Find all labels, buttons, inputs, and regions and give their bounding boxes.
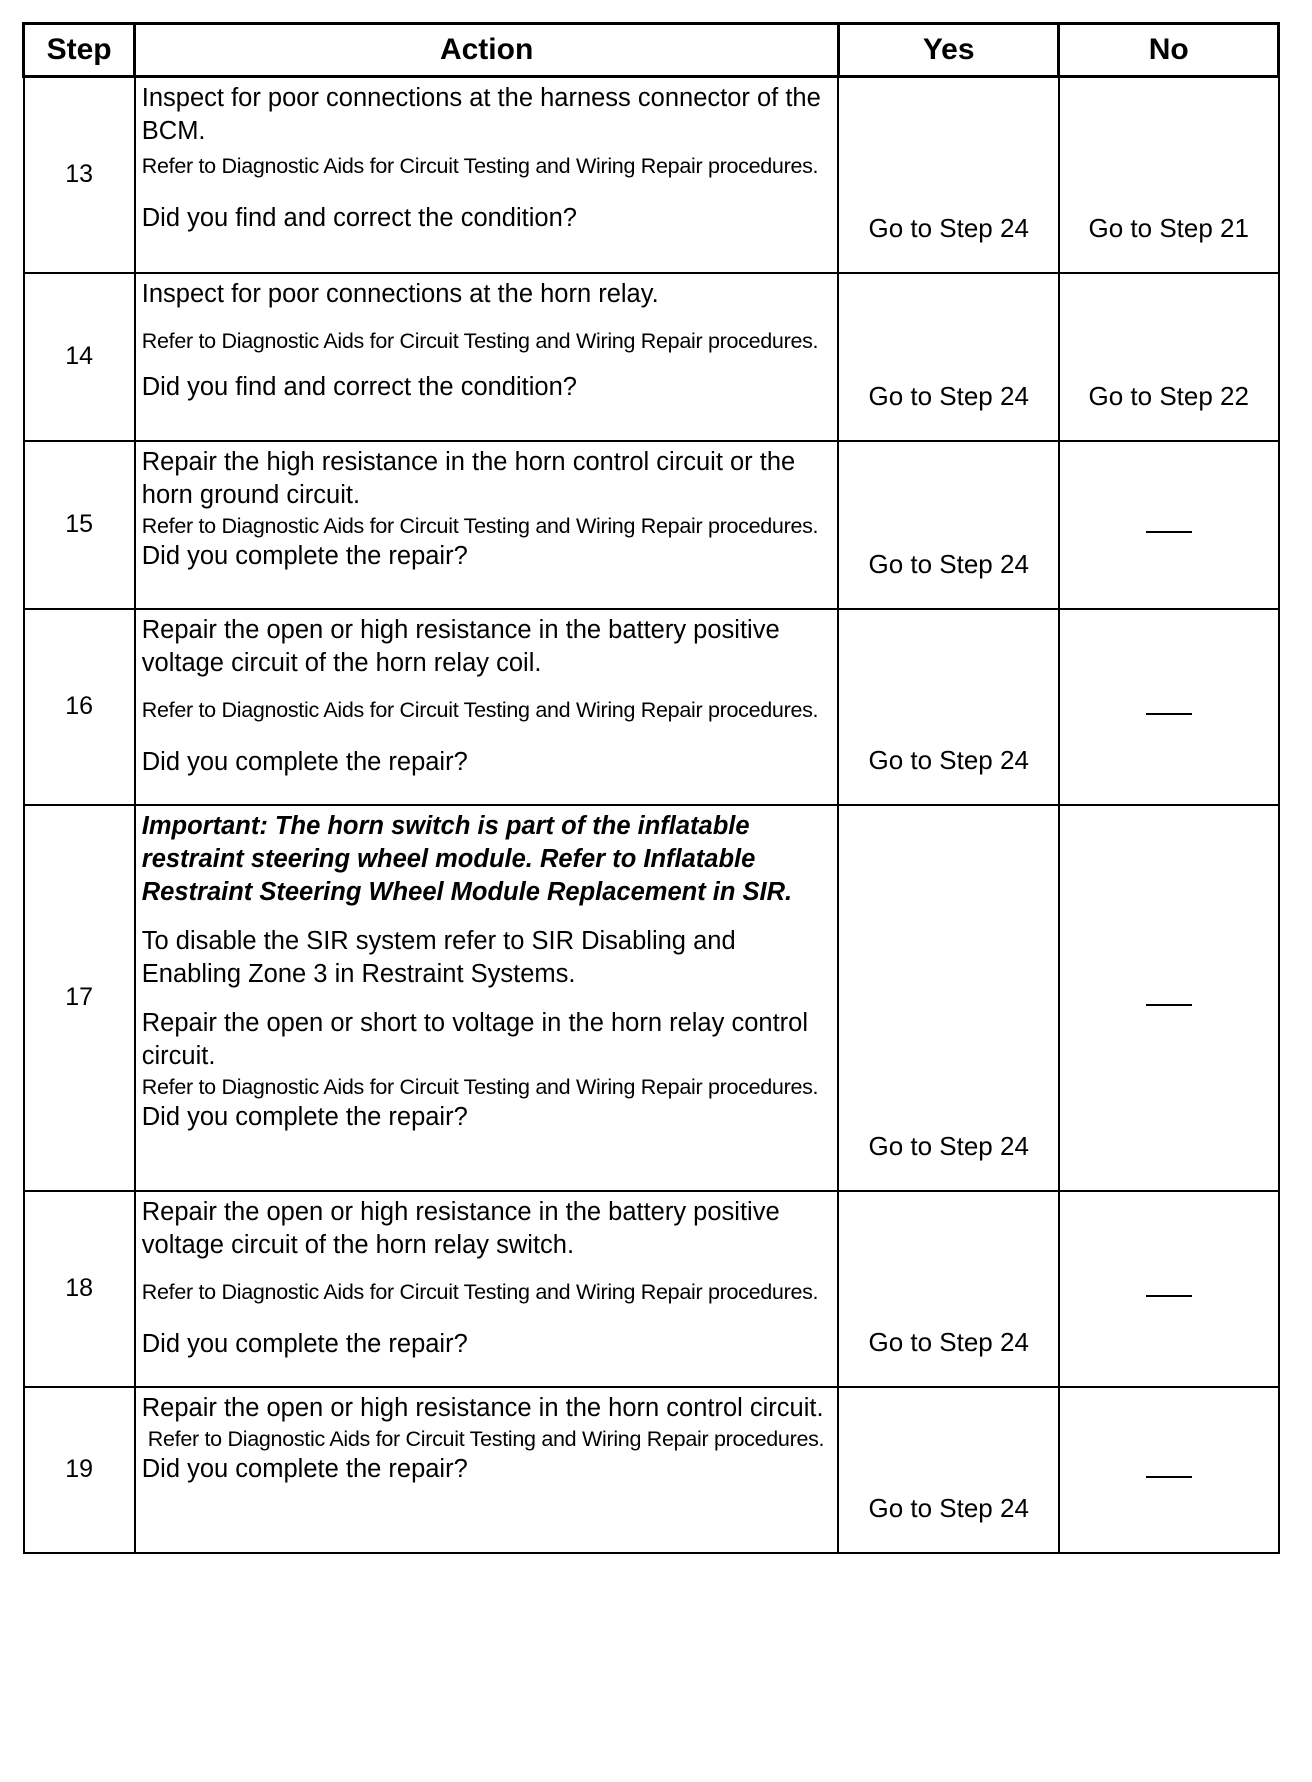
action-text: Inspect for poor connections at the harness connector of the BCM. bbox=[141, 84, 821, 145]
important-note: Important: The horn switch is part of the inflatable restraint steering wheel module. Refer to Inflatable Restraint Steering Wheel Module Replacement in SIR. bbox=[141, 811, 793, 906]
action-cell bbox=[135, 1191, 839, 1387]
question-text: Did you find and correct the condition? bbox=[141, 372, 577, 401]
no-dash bbox=[1146, 531, 1192, 533]
action-cell bbox=[135, 441, 839, 609]
header-action: Action bbox=[135, 24, 839, 77]
action-text: Inspect for poor connections at the horn relay. bbox=[141, 279, 659, 308]
yes-cell: Go to Step 24 bbox=[838, 273, 1059, 441]
action-cell bbox=[135, 1387, 839, 1553]
yes-cell: Go to Step 24 bbox=[838, 609, 1059, 805]
no-dash bbox=[1146, 1295, 1192, 1297]
table-body bbox=[24, 77, 1279, 1553]
header-row bbox=[24, 24, 1279, 77]
disable-text: To disable the SIR system refer to SIR Disabling and Enabling Zone 3 in Restraint Systems. bbox=[141, 926, 736, 988]
header-step: Step bbox=[24, 24, 135, 77]
table-row bbox=[24, 1191, 1279, 1387]
reference-text: Refer to Diagnostic Aids for Circuit Testing and Wiring Repair procedures. bbox=[141, 154, 819, 178]
step-number: 15 bbox=[24, 441, 135, 609]
question-text: Did you complete the repair? bbox=[141, 1102, 468, 1131]
no-cell bbox=[1059, 609, 1279, 805]
table-row bbox=[24, 441, 1279, 609]
reference-text: Refer to Diagnostic Aids for Circuit Testing and Wiring Repair procedures. bbox=[141, 1279, 819, 1304]
step-number: 17 bbox=[24, 805, 135, 1191]
no-cell bbox=[1059, 805, 1279, 1191]
step-number: 16 bbox=[24, 609, 135, 805]
table-row bbox=[24, 77, 1279, 273]
action-text: Repair the open or high resistance in the battery positive voltage circuit of the horn relay coil. bbox=[141, 615, 780, 677]
table-row bbox=[24, 805, 1279, 1191]
reference-text: Refer to Diagnostic Aids for Circuit Testing and Wiring Repair procedures. bbox=[141, 328, 819, 353]
action-cell bbox=[135, 273, 839, 441]
no-dash bbox=[1146, 1004, 1192, 1006]
reference-text: Refer to Diagnostic Aids for Circuit Testing and Wiring Repair procedures. bbox=[141, 1074, 819, 1099]
no-dash bbox=[1146, 713, 1192, 715]
step-number: 18 bbox=[24, 1191, 135, 1387]
table-row bbox=[24, 609, 1279, 805]
action-text: Repair the high resistance in the horn control circuit or the horn ground circuit. bbox=[141, 447, 796, 509]
action-cell bbox=[135, 77, 839, 273]
yes-cell: Go to Step 24 bbox=[838, 441, 1059, 609]
no-cell bbox=[1059, 1387, 1279, 1553]
no-cell bbox=[1059, 441, 1279, 609]
question-text: Did you complete the repair? bbox=[141, 1454, 468, 1483]
reference-text: Refer to Diagnostic Aids for Circuit Testing and Wiring Repair procedures. bbox=[147, 1426, 825, 1451]
reference-text: Refer to Diagnostic Aids for Circuit Testing and Wiring Repair procedures. bbox=[141, 513, 819, 538]
action-text: Repair the open or high resistance in the battery positive voltage circuit of the horn relay switch. bbox=[141, 1197, 780, 1259]
action-text: Repair the open or short to voltage in the horn relay control circuit. bbox=[141, 1008, 808, 1070]
table-row bbox=[24, 273, 1279, 441]
no-cell: Go to Step 22 bbox=[1059, 273, 1279, 441]
action-cell bbox=[135, 805, 839, 1191]
question-text: Did you find and correct the condition? bbox=[141, 204, 577, 232]
action-cell bbox=[135, 609, 839, 805]
step-number: 19 bbox=[24, 1387, 135, 1553]
no-cell bbox=[1059, 1191, 1279, 1387]
diagnostic-table bbox=[22, 22, 1280, 1554]
reference-text: Refer to Diagnostic Aids for Circuit Testing and Wiring Repair procedures. bbox=[141, 697, 819, 722]
yes-cell: Go to Step 24 bbox=[838, 77, 1059, 273]
yes-cell: Go to Step 24 bbox=[838, 805, 1059, 1191]
header-no: No bbox=[1059, 24, 1279, 77]
yes-cell: Go to Step 24 bbox=[838, 1387, 1059, 1553]
action-text: Repair the open or high resistance in the horn control circuit. bbox=[141, 1393, 824, 1422]
no-dash bbox=[1146, 1476, 1192, 1478]
question-text: Did you complete the repair? bbox=[141, 541, 468, 570]
step-number: 14 bbox=[24, 273, 135, 441]
table-header bbox=[24, 24, 1279, 77]
question-text: Did you complete the repair? bbox=[141, 1329, 468, 1358]
header-yes: Yes bbox=[838, 24, 1059, 77]
question-text: Did you complete the repair? bbox=[141, 747, 468, 776]
table-row bbox=[24, 1387, 1279, 1553]
no-cell: Go to Step 21 bbox=[1059, 77, 1279, 273]
step-number: 13 bbox=[24, 77, 135, 273]
yes-cell: Go to Step 24 bbox=[838, 1191, 1059, 1387]
